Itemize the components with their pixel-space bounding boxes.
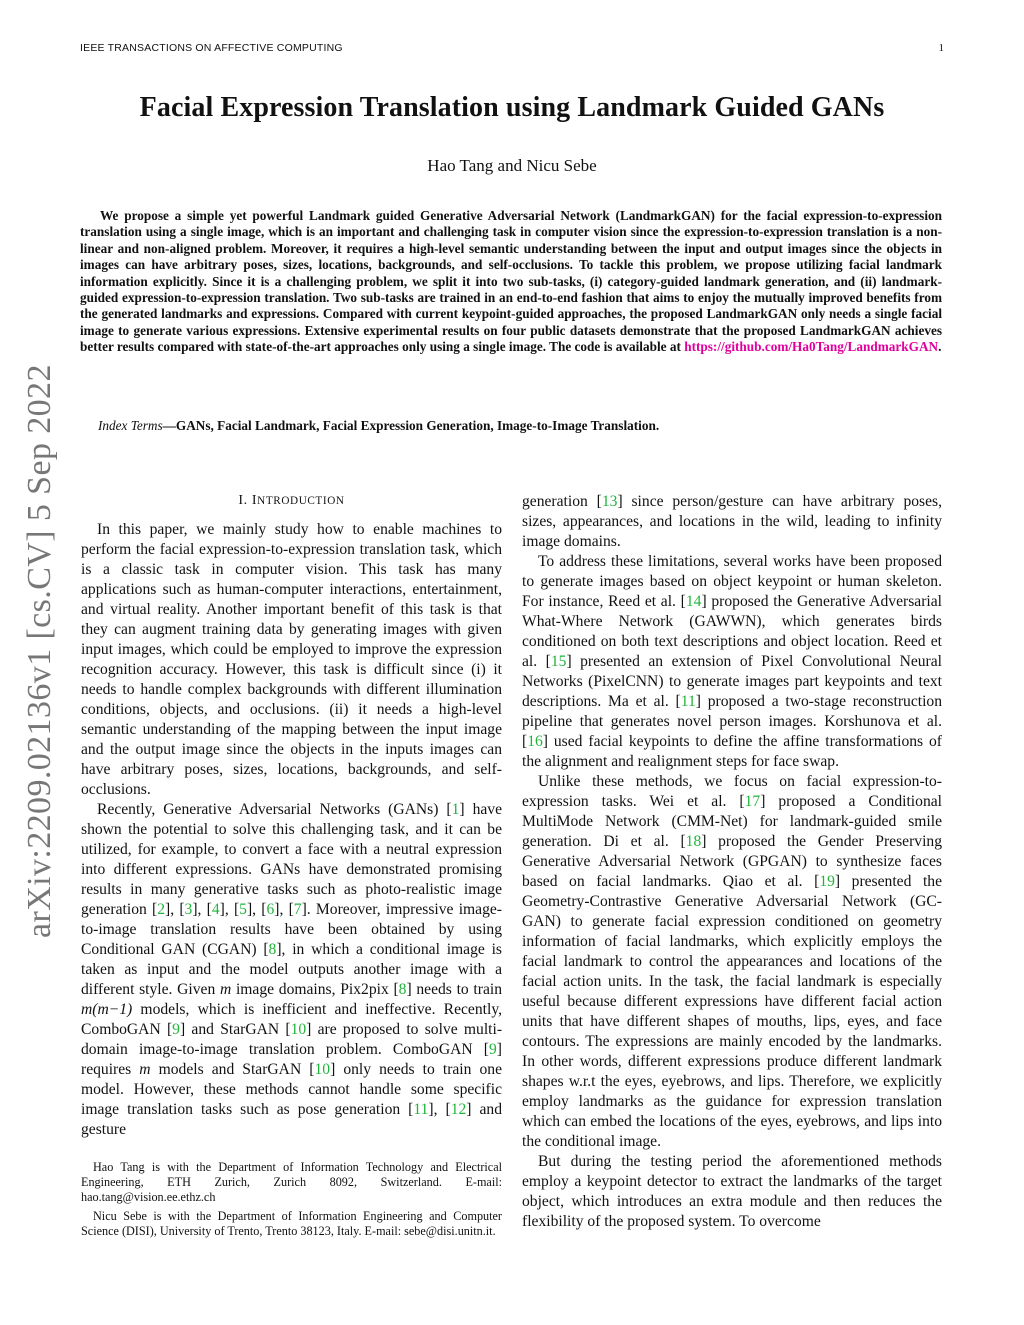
section-first-letter: I xyxy=(251,493,258,508)
citation-link[interactable]: 1 xyxy=(451,801,460,818)
right-column xyxy=(522,492,942,1232)
index-terms-label: Index Terms xyxy=(98,418,163,433)
citation-link[interactable]: 18 xyxy=(685,833,702,850)
paragraph: Recently, Generative Adversarial Networks (GANs) [1] have shown the potential to solve this challenging task, and it can be utilized, for example, to convert a face with a neutral expression into different expressions. GANs have demonstrated promising results in many generative tasks such as photo-realistic image generation [2], [3], [4], [5], [6], [7]. Moreover, impressive image-to-image translation results have been obtained by using Conditional GAN (CGAN) [8], in which a conditional image is taken as input and the model outputs another image with a different style. Given m image domains, Pix2pix [8] needs to train m(m−1) models, which is inefficient and ineffective. Recently, ComboGAN [9] and StarGAN [10] are proposed to solve multi-domain image-to-image translation problem. ComboGAN [9] requires m models and StarGAN [10] only needs to train one model. However, these methods cannot handle some specific image translation tasks such as pose generation [11], [12] and gesture xyxy=(81,801,503,1138)
citation-link[interactable]: 8 xyxy=(268,941,277,958)
citation-link[interactable]: 14 xyxy=(685,593,702,610)
footnote-nicu-sebe: Nicu Sebe is with the Department of Information Engineering and Computer Science (DISI), University of Trento, Trento 38123, Italy. E-mail: sebe@disi.unitn.it. xyxy=(81,1209,502,1238)
abstract xyxy=(80,208,942,356)
math-variable: m xyxy=(139,1061,151,1078)
citation-link[interactable]: 11 xyxy=(680,693,696,710)
citation-link[interactable]: 6 xyxy=(266,901,275,918)
citation-link[interactable]: 15 xyxy=(550,653,567,670)
paragraph: In this paper, we mainly study how to enable machines to perform the facial expression-to-expression translation task, which is a classic task in computer vision. This task has many applications such as human-computer interactions, entertainment, and virtual reality. Another important benefit of this task is that they can augment training data by generating images with given input images, which could be employed to improve the expression recognition accuracy. However, this task is difficult since (i) it needs to handle complex backgrounds with different illumination conditions, objects, and occlusions. (ii) it needs a high-level semantic understanding of the mapping between the input image and the output image since the objects in the inputs images can have arbitrary poses, sizes, locations, backgrounds, and self-occlusions. xyxy=(81,521,502,798)
page-number: 1 xyxy=(938,42,944,54)
citation-link[interactable]: 4 xyxy=(211,901,220,918)
citation-link[interactable]: 3 xyxy=(184,901,193,918)
arxiv-identifier: arXiv:2209.02136v1 [cs.CV] 5 Sep 2022 xyxy=(21,364,58,938)
footnotes xyxy=(81,1160,502,1243)
citation-link[interactable]: 16 xyxy=(527,733,543,750)
citation-link[interactable]: 7 xyxy=(293,901,302,918)
index-terms-text: GANs, Facial Landmark, Facial Expression Generation, Image-to-Image Translation. xyxy=(175,418,660,433)
paragraph: But during the testing period the aforementioned methods employ a keypoint detector to extract the landmarks of the target object, which introduces an extra module and then reduces the flexibility of the proposed system. To overcome xyxy=(522,1153,942,1230)
left-column xyxy=(81,520,502,1140)
citation-link[interactable]: 17 xyxy=(744,793,761,810)
citation-link[interactable]: 10 xyxy=(290,1021,307,1038)
citation-link[interactable]: 13 xyxy=(601,493,618,510)
section-numeral: I. xyxy=(238,493,252,508)
running-header: IEEE TRANSACTIONS ON AFFECTIVE COMPUTING xyxy=(80,42,343,54)
section-heading-introduction xyxy=(81,493,502,509)
abstract-text: We propose a simple yet powerful Landmark guided Generative Adversarial Network (LandmarkGAN) for the facial expression-to-expression translation using a single image, which is an important and challenging task in computer vision since the expression-to-expression translation is a non-linear and non-aligned problem. Moreover, it requires a high-level semantic understanding between the input and output images since the objects in images can have arbitrary poses, sizes, locations, backgrounds, and self-occlusions. To tackle this problem, we propose utilizing facial landmark information explicitly. Since it is a challenging problem, we split it into two sub-tasks, (i) category-guided landmark generation, and (ii) landmark-guided expression-to-expression translation. Two sub-tasks are trained in an end-to-end fashion that aims to enjoy the mutually improved benefits from the generated landmarks and expressions. Compared with current keypoint-guided approaches, the proposed LandmarkGAN only needs a single facial image to generate various expressions. Extensive experimental results on four public datasets demonstrate that the proposed LandmarkGAN achieves better results compared with state-of-the-art approaches only using a single image. The code is available at xyxy=(80,208,942,355)
citation-link[interactable]: 9 xyxy=(172,1021,180,1038)
citation-link[interactable]: 5 xyxy=(239,901,247,918)
paragraph: To address these limitations, several works have been proposed to generate images based on object keypoint or human skeleton. For instance, Reed et al. [14] proposed the Generative Adversarial What-Where Network (GAWWN), which generates birds conditioned on both text descriptions and object location. Reed et al. [15] presented an extension of Pixel Convolutional Neural Networks (PixelCNN) to generate images part keypoints and text descriptions. Ma et al. [11] proposed a two-stage reconstruction pipeline that generates novel person images. Korshunova et al. [16] used facial keypoints to define the affine transformations of the alignment and realignment steps for face swap. xyxy=(522,553,942,770)
section-title-smallcaps: NTRODUCTION xyxy=(257,495,345,507)
paragraph: generation [13] since person/gesture can have arbitrary poses, sizes, appearances, and locations in the wild, leading to infinity image domains. xyxy=(522,493,942,550)
index-terms xyxy=(98,418,943,434)
citation-link[interactable]: 12 xyxy=(450,1101,467,1118)
abstract-end: . xyxy=(938,339,942,355)
citation-link[interactable]: 19 xyxy=(819,873,835,890)
citation-link[interactable]: 2 xyxy=(157,901,166,918)
citation-link[interactable]: 11 xyxy=(413,1101,429,1118)
index-terms-dash: — xyxy=(162,418,176,433)
paper-title: Facial Expression Translation using Landmark Guided GANs xyxy=(139,92,885,123)
math-variable: m xyxy=(220,981,232,998)
author-list: Hao Tang and Nicu Sebe xyxy=(427,156,597,175)
paragraph: Unlike these methods, we focus on facial expression-to-expression tasks. Wei et al. [17] proposed a Conditional MultiMode Network (CMM-Net) for landmark-guided smile generation. Di et al. [18] proposed the Gender Preserving Generative Adversarial Network (GPGAN) to synthesize faces based on facial landmarks. Qiao et al. [19] presented the Geometry-Contrastive Generative Adversarial Network (GC-GAN) to generate facial expression conditioned on geometry information of facial landmarks, which explicitly employs the facial landmark to control the appearances and locations of the facial action units. In the task, the facial landmark is especially useful because different expressions have different facial action units that have different shapes of mouths, lips, eyes, and face contours. The expressions are mainly encoded by the landmarks. In other words, different expressions produce different landmark shapes w.r.t the eyes, eyebrows, and lips. Therefore, we explicitly employ landmarks as the guidance for expression translation which can embed the locations of the eyes, eyebrows, and lips into the conditional image. xyxy=(522,773,942,1150)
footnote-hao-tang: Hao Tang is with the Department of Information Technology and Electrical Engineering, ETH Zurich, Zurich 8092, Switzerland. E-mail: hao.tang@vision.ee.ethz.ch xyxy=(81,1160,502,1204)
citation-link[interactable]: 8 xyxy=(398,981,407,998)
citation-link[interactable]: 9 xyxy=(489,1041,497,1058)
math-formula: m(m−1) xyxy=(81,1001,133,1018)
citation-link[interactable]: 10 xyxy=(314,1061,331,1078)
code-link[interactable]: https://github.com/Ha0Tang/LandmarkGAN xyxy=(684,339,939,355)
